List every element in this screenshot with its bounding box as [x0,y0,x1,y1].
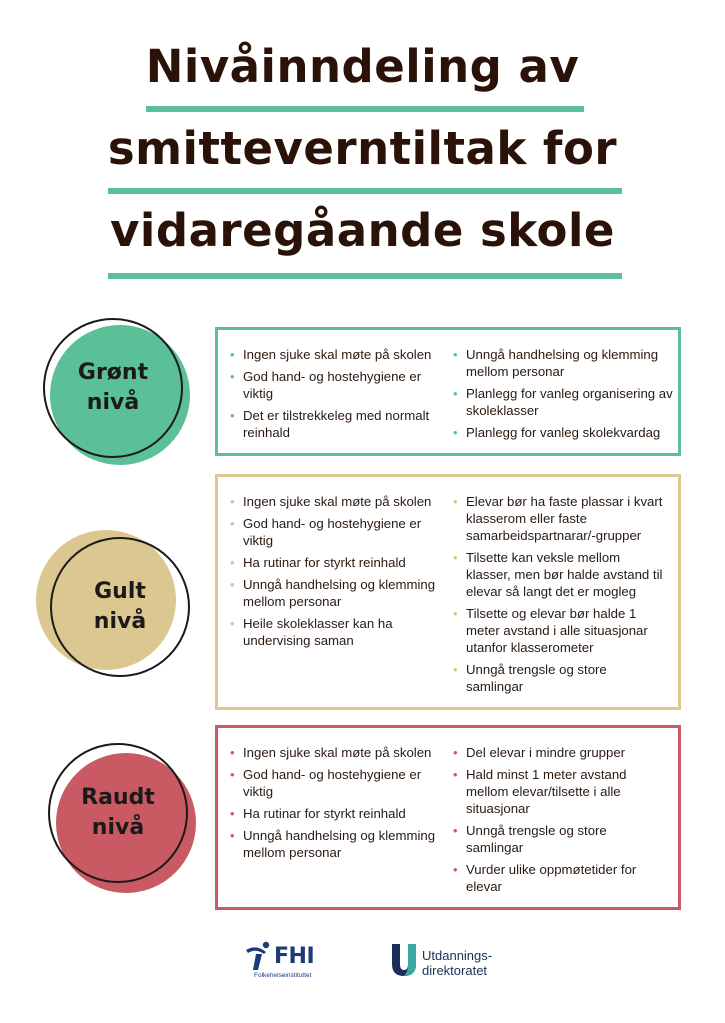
list-item: • Ingen sjuke skal møte på skolen [230,347,432,362]
red-right-list [453,744,653,900]
title-line-1: Nivåinndeling av [145,40,580,93]
list-item: • Ha rutinar for styrkt reinhald [230,555,406,570]
list-item: • Del elevar i mindre grupper [453,745,626,760]
title-underline-1 [146,106,584,112]
list-item: • Det er tilstrekkeleg med normalt reinhald [230,408,430,440]
red-level-name: Raudt [81,785,155,810]
green-left-list [230,346,436,446]
red-level-box [215,725,681,910]
title-underline-3 [108,273,622,279]
yellow-left-list [230,493,436,654]
title-line-3: vidaregåande skole [110,204,615,257]
udir-logo-text-2: direktoratet [422,963,488,978]
green-level-box [215,327,681,456]
list-item: • Planlegg for vanleg skolekvardag [453,425,661,440]
yellow-level-box [215,474,681,710]
list-item: • Elevar bør ha faste plassar i kvart klasserom eller faste samarbeidspartnarar/-grupper [453,494,663,543]
list-item: • Vurder ulike oppmøtetider for elevar [453,862,637,894]
yellow-level-name: Gult [94,579,146,604]
title-underline-2 [108,188,622,194]
red-level-badge [48,743,188,883]
fhi-logo-subtitle: Folkehelseinstituttet [254,972,312,979]
list-item: • Unngå handhelsing og klemming mellom personar [453,347,659,379]
list-item: • Unngå handhelsing og klemming mellom personar [230,828,436,860]
list-item: • Hald minst 1 meter avstand mellom elevar/tilsette i alle situasjonar [453,767,627,816]
fhi-logo [244,940,334,984]
list-item: • Tilsette kan veksle mellom klasser, men bør halde avstand til elevar så langt det er mogleg [453,550,663,599]
yellow-right-list [453,493,663,700]
title-line-2: smitteverntiltak for [107,122,618,175]
udir-logo-mark-icon [390,942,418,978]
list-item: • God hand- og hostehygiene er viktig [230,369,422,401]
yellow-level-badge [50,537,190,677]
green-level-badge [43,318,183,458]
udir-logo [390,942,510,982]
list-item: • Unngå handhelsing og klemming mellom personar [230,577,436,609]
red-level-suffix: nivå [91,815,145,840]
list-item: • Unngå trengsle og store samlingar [453,662,607,694]
list-item: • Tilsette og elevar bør halde 1 meter avstand i alle situasjonar utanfor klasserometer [453,606,648,655]
red-left-list [230,744,436,866]
list-item: • Ingen sjuke skal møte på skolen [230,745,432,760]
list-item: • God hand- og hostehygiene er viktig [230,516,422,548]
list-item: • Ha rutinar for styrkt reinhald [230,806,406,821]
fhi-logo-mark-icon [244,940,274,972]
fhi-logo-text: FHI [274,944,315,969]
list-item: • Heile skoleklasser kan ha undervising saman [230,616,393,648]
green-level-name: Grønt [77,360,149,385]
udir-logo-text-1: Utdannings- [422,948,493,963]
list-item: • God hand- og hostehygiene er viktig [230,767,422,799]
green-right-list [453,346,675,446]
list-item: • Ingen sjuke skal møte på skolen [230,494,432,509]
green-level-suffix: nivå [86,390,140,415]
list-item: • Planlegg for vanleg organisering av skoleklasser [453,386,673,418]
yellow-level-suffix: nivå [93,609,147,634]
list-item: • Unngå trengsle og store samlingar [453,823,607,855]
